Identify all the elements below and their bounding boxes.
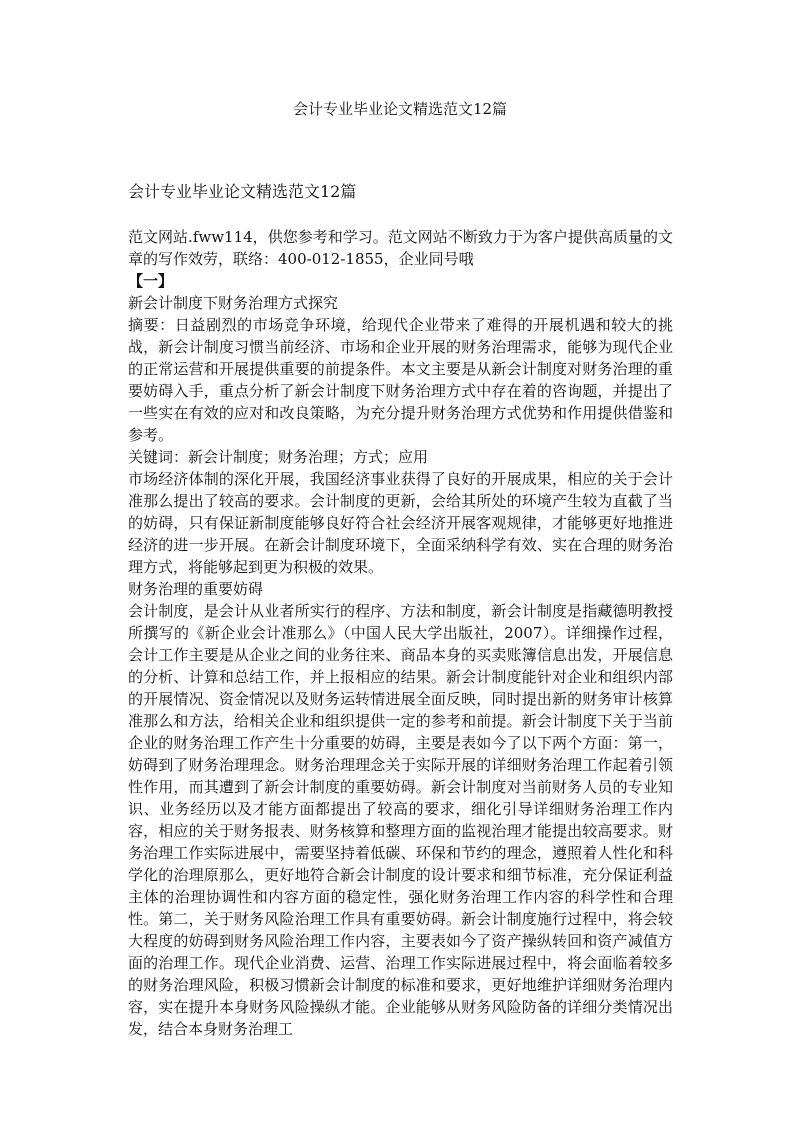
- article-title: 新会计制度下财务治理方式探究: [128, 294, 339, 312]
- body-paragraph-1: 市场经济体制的深化开展，我国经济事业获得了良好的开展成果，相应的关于会计准那么提出了较高的要求。会计制度的更新，会给其所处的环境产生较为直截了当的妨碍，只有保证新制度能够良好符合社会经济开展客观规律，才能够更好地推进经济的进一步开展。在新会计制度环境下，全面采纳科学有效、实在合理的财务治理方式，将能够起到更为积极的效果。: [128, 470, 673, 576]
- subheading: 财务治理的重要妨碍: [128, 580, 264, 598]
- section-marker: 【一】: [128, 272, 174, 290]
- intro-paragraph: 范文网站.fww114，供您参考和学习。范文网站不断致力于为客户提供高质量的文章的写作效劳，联络：400-012-1855，企业同号哦: [128, 228, 673, 268]
- abstract-paragraph: 摘要：日益剧烈的市场竞争环境，给现代企业带来了难得的开展机遇和较大的挑战，新会计制度习惯当前经济、市场和企业开展的财务治理需求，能够为现代企业的正常运营和开展提供重要的前提条件。本文主要是从新会计制度对财务治理的重要妨碍入手，重点分析了新会计制度下财务治理方式中存在着的咨询题，并提出了一些实在有效的应对和改良策略，为充分提升财务治理方式优势和作用提供借鉴和参考。: [128, 316, 673, 444]
- document-body: [128, 180, 673, 1040]
- keywords-line: 关键词：新会计制度；财务治理；方式；应用: [128, 448, 429, 466]
- page-title: 会计专业毕业论文精选范文12篇: [292, 100, 508, 118]
- document-heading: 会计专业毕业论文精选范文12篇: [128, 182, 357, 201]
- body-paragraph-2: 会计制度，是会计从业者所实行的程序、方法和制度，新会计制度是指藏德明教授所撰写的《新企业会计准那么》（中国人民大学出版社，2007）。详细操作过程，会计工作主要是从企业之间的业务往来、商品本身的买卖账簿信息出发，开展信息的分析、计算和总结工作，并上报相应的结果。新会计制度能针对企业和组织内部的开展情况、资金情况以及财务运转情进展全面反映，同时提出新的财务审计核算准那么和方法，给相关企业和组织提供一定的参考和前提。新会计制度下关于当前企业的财务治理工作产生十分重要的妨碍，主要是表如今了以下两个方面：第一，妨碍到了财务治理理念。财务治理理念关于实际开展的详细财务治理工作起着引领性作用，而其遭到了新会计制度的重要妨碍。新会计制度对当前财务人员的专业知识、业务经历以及才能方面都提出了较高的要求，细化引导详细财务治理工作内容，相应的关于财务报表、财务核算和整理方面的监视治理才能提出较高要求。财务治理工作实际进展中，需要坚持着低碳、环保和节约的理念，遵照着人性化和科学化的治理原那么，更好地符合新会计制度的设计要求和细节标准，充分保证利益主体的治理协调性和内容方面的稳定性，强化财务治理工作内容的科学性和合理性。第二，关于财务风险治理工作具有重要妨碍。新会计制度施行过程中，将会较大程度的妨碍到财务风险治理工作内容，主要表如今了资产操纵转回和资产减值方面的治理工作。现代企业消费、运营、治理工作实际进展过程中，将会面临着较多的财务治理风险，积极习惯新会计制度的标准和要求，更好地维护详细财务治理内容，实在提升本身财务风险操纵才能。企业能够从财务风险防备的详细分类情况出发，结合本身财务治理工: [128, 602, 673, 1038]
